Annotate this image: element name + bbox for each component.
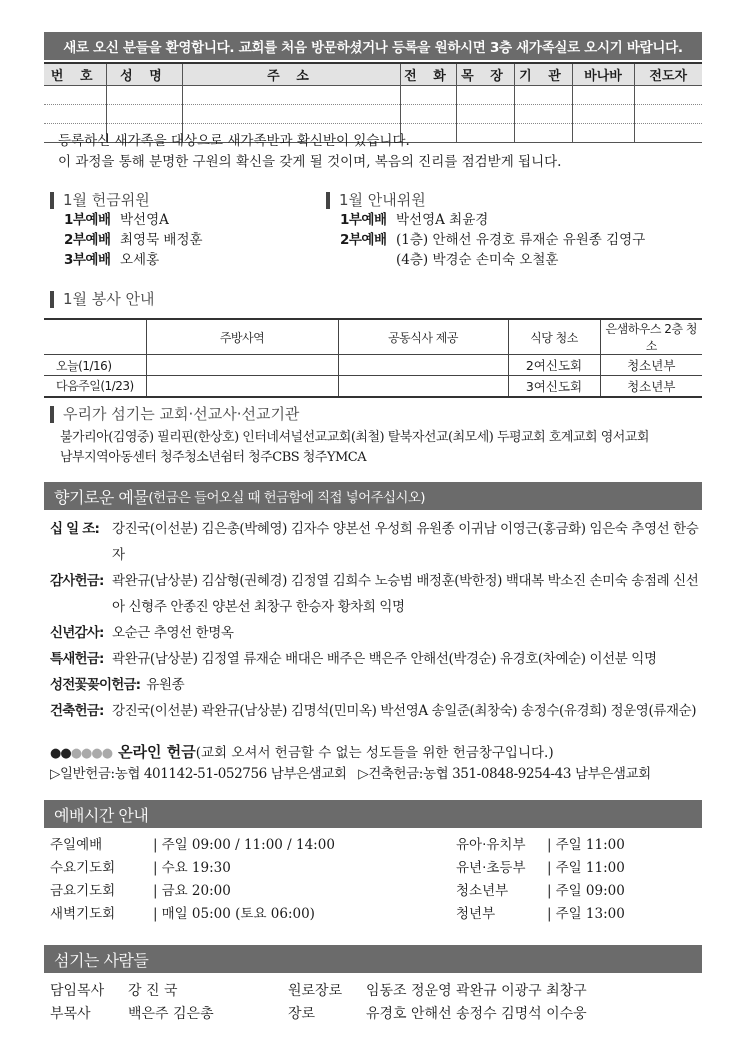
service-cell: 3여신도회 xyxy=(508,376,600,397)
registration-header-row xyxy=(44,63,702,85)
worship-name: 수요기도회 xyxy=(50,860,116,876)
offering-names: 강진국(이선분) 김은총(박혜영) 김자수 양본선 우성희 유원종 이귀남 이영근(홍금화) 임은숙 추영선 한승자 xyxy=(112,521,699,563)
worship-row: 주일예배 | 주일 09:00 / 11:00 / 14:00 xyxy=(50,834,335,857)
worship-time: 주일 13:00 xyxy=(555,906,625,922)
servant-row xyxy=(50,980,214,1003)
offering-committee xyxy=(64,210,203,270)
worship-times-title: 예배시간 안내 xyxy=(54,805,149,825)
committee-label: 2부예배 xyxy=(340,232,387,248)
servant-names: 임동조 정운영 곽완규 이광구 최창구 xyxy=(366,983,587,999)
committee-label: 1부예배 xyxy=(340,212,387,228)
committee-row xyxy=(64,230,203,250)
guide-committee xyxy=(340,210,645,270)
offering-item xyxy=(50,672,702,698)
header-barnabas: 바나바 xyxy=(572,63,634,85)
welcome-banner: 새로 오신 분들을 환영합니다. 교회를 처음 방문하셨거나 등록을 원하시면 3층 새가족실로 오시기 바랍니다. xyxy=(44,32,702,60)
missions-title: 우리가 섬기는 교회·선교사·선교기관 xyxy=(50,406,299,423)
worship-row: 유아·유치부 | 주일 11:00 xyxy=(456,834,625,857)
offerings-subtitle: (헌금은 들어오실 때 헌금함에 직접 넣어주십시오) xyxy=(148,490,425,506)
offering-label: 성전꽃꽂이헌금: xyxy=(50,677,141,693)
header-cell-group: 목 장 xyxy=(456,63,514,85)
header-department: 기 관 xyxy=(514,63,572,85)
committee-label: 3부예배 xyxy=(64,252,111,268)
registration-row[interactable] xyxy=(44,85,702,104)
header-phone: 전 화 xyxy=(400,63,456,85)
offering-label: 특새헌금: xyxy=(50,651,104,667)
service-cell: 오늘(1/16) xyxy=(44,355,146,376)
committee-names: 박선영A xyxy=(120,212,169,228)
offering-label: 십 일 조: xyxy=(50,521,100,537)
worship-time: 금요 20:00 xyxy=(161,883,231,899)
missions-line: 불가리아(김영중) 필리핀(한상호) 인터네셔널선교교회(최철) 탈북자선교(최모세) 두평교회 호계교회 영서교회 xyxy=(60,430,649,445)
offering-label: 신년감사: xyxy=(50,625,104,641)
offering-item xyxy=(50,646,702,672)
servant-names: 강 진 국 xyxy=(128,983,178,999)
service-header: 식당 청소 xyxy=(508,319,600,355)
worship-time: 주일 09:00 xyxy=(555,883,625,899)
service-cell xyxy=(338,376,508,397)
offering-item xyxy=(50,516,702,568)
worship-name: 금요기도회 xyxy=(50,883,116,899)
missions-list xyxy=(60,428,649,468)
worship-row: 금요기도회 | 금요 20:00 xyxy=(50,880,335,903)
offering-item xyxy=(50,568,702,620)
servant-role: 장로 xyxy=(288,1006,316,1022)
header-evangelist: 전도자 xyxy=(634,63,702,85)
worship-row: 유년·초등부 | 주일 11:00 xyxy=(456,857,625,880)
worship-name: 유아·유치부 xyxy=(456,837,526,853)
intro-text xyxy=(58,131,561,173)
online-offering-subtitle: (교회 오셔서 헌금할 수 없는 성도들을 위한 헌금창구입니다.) xyxy=(195,745,554,761)
service-header: 공동식사 제공 xyxy=(338,319,508,355)
worship-name: 청소년부 xyxy=(456,883,509,899)
servants-left xyxy=(50,980,214,1026)
servant-row xyxy=(288,1003,587,1026)
guide-committee-title: 1월 안내위원 xyxy=(326,192,426,209)
offerings-title: 향기로운 예물 xyxy=(54,487,149,507)
worship-name: 주일예배 xyxy=(50,837,103,853)
online-offering-heading xyxy=(50,742,651,764)
worship-row: 청년부 | 주일 13:00 xyxy=(456,903,625,926)
service-header-row xyxy=(44,319,702,355)
worship-times-bar xyxy=(44,800,702,828)
offering-committee-title: 1월 헌금위원 xyxy=(50,192,150,209)
service-cell xyxy=(146,376,338,397)
committee-row xyxy=(340,210,645,230)
service-row xyxy=(44,376,702,397)
worship-times-left xyxy=(50,834,335,926)
worship-times-right xyxy=(456,834,625,926)
online-offering-title: 온라인 헌금 xyxy=(118,743,196,761)
worship-row: 새벽기도회 | 매일 05:00 (토요 06:00) xyxy=(50,903,335,926)
committee-names: 오세홍 xyxy=(120,252,160,268)
worship-row: 청소년부 | 주일 09:00 xyxy=(456,880,625,903)
worship-time: 수요 19:30 xyxy=(161,860,231,876)
committee-names: 박선영A 최윤경 xyxy=(396,212,489,228)
header-number: 번 호 xyxy=(44,63,106,85)
servant-names: 유경호 안해선 송정수 김명석 이수웅 xyxy=(366,1006,587,1022)
committee-label xyxy=(340,250,396,270)
committee-names: 최영묵 배정훈 xyxy=(120,232,203,248)
committee-row xyxy=(340,230,645,250)
offerings-bar xyxy=(44,482,702,510)
servant-row xyxy=(50,1003,214,1026)
offering-item xyxy=(50,698,702,724)
registration-row[interactable] xyxy=(44,104,702,123)
header-name: 성 명 xyxy=(106,63,182,85)
offering-names: 오순근 추영선 한명옥 xyxy=(112,625,234,641)
servant-role: 원로장로 xyxy=(288,983,343,999)
missions-line: 남부지역아동센터 청주청소년쉼터 청주CBS 청주YMCA xyxy=(60,450,367,465)
servant-row xyxy=(288,980,587,1003)
offering-names: 유원종 xyxy=(146,677,185,693)
service-cell: 청소년부 xyxy=(600,376,702,397)
offering-label: 건축헌금: xyxy=(50,703,104,719)
service-cell: 청소년부 xyxy=(600,355,702,376)
committee-row xyxy=(64,210,203,230)
servants-title: 섬기는 사람들 xyxy=(54,950,149,970)
committee-names: (1층) 안해선 유경호 류재순 유원종 김영구 xyxy=(396,232,646,248)
service-cell xyxy=(146,355,338,376)
intro-line: 이 과정을 통해 분명한 구원의 확신을 갖게 될 것이며, 복음의 진리를 점검받게 됩니다. xyxy=(58,154,562,170)
worship-time: 주일 09:00 / 11:00 / 14:00 xyxy=(161,837,335,853)
header-address: 주 소 xyxy=(182,63,400,85)
committee-names: (4층) 박경순 손미숙 오철훈 xyxy=(396,252,559,268)
service-header xyxy=(44,319,146,355)
worship-time: 주일 11:00 xyxy=(555,860,625,876)
service-guide-title: 1월 봉사 안내 xyxy=(50,291,155,308)
committee-row xyxy=(340,250,645,270)
committee-row xyxy=(64,250,203,270)
servant-role: 담임목사 xyxy=(50,983,105,999)
worship-time: 매일 05:00 (토요 06:00) xyxy=(161,906,315,922)
worship-name: 새벽기도회 xyxy=(50,906,116,922)
online-offering-accounts: ▷일반헌금:농협 401142-51-052756 남부은샘교회 ▷건축헌금:농협 351-0848-9254-43 남부은샘교회 xyxy=(50,766,651,782)
service-row xyxy=(44,355,702,376)
online-offering xyxy=(50,742,651,785)
offering-item xyxy=(50,620,702,646)
offerings-list xyxy=(50,516,702,724)
servants-bar xyxy=(44,945,702,973)
worship-time: 주일 11:00 xyxy=(555,837,625,853)
service-header: 주방사역 xyxy=(146,319,338,355)
dots-icon: ●●●●●● xyxy=(50,746,113,761)
service-cell xyxy=(338,355,508,376)
committee-label: 2부예배 xyxy=(64,232,111,248)
servants-right xyxy=(288,980,587,1026)
worship-row: 수요기도회 | 수요 19:30 xyxy=(50,857,335,880)
service-header: 은샘하우스 2층 청소 xyxy=(600,319,702,355)
service-cell: 2여신도회 xyxy=(508,355,600,376)
offering-names: 곽완규(남상분) 김정열 류재순 배대은 배주은 백은주 안해선(박경순) 유경호(차예순) 이선분 익명 xyxy=(112,651,657,667)
offering-names: 곽완규(남상분) 김삼형(권혜경) 김정열 김희수 노승범 배정훈(박한정) 백대복 박소진 손미숙 송점례 신선아 신형주 안종진 양본선 최창구 한승자 황차희 익명 xyxy=(112,573,699,615)
worship-name: 청년부 xyxy=(456,906,496,922)
worship-name: 유년·초등부 xyxy=(456,860,526,876)
intro-line: 등록하신 새가족을 대상으로 새가족반과 확신반이 있습니다. xyxy=(58,133,410,149)
service-guide-table xyxy=(44,318,702,398)
offering-names: 강진국(이선분) 곽완규(남상분) 김명석(민미옥) 박선영A 송일준(최창숙) 송정수(유경희) 정운영(류재순) xyxy=(112,703,697,719)
committee-label: 1부예배 xyxy=(64,212,111,228)
servant-role: 부목사 xyxy=(50,1006,91,1022)
servant-names: 백은주 김은총 xyxy=(128,1006,214,1022)
service-cell: 다음주일(1/23) xyxy=(44,376,146,397)
offering-label: 감사헌금: xyxy=(50,573,104,589)
